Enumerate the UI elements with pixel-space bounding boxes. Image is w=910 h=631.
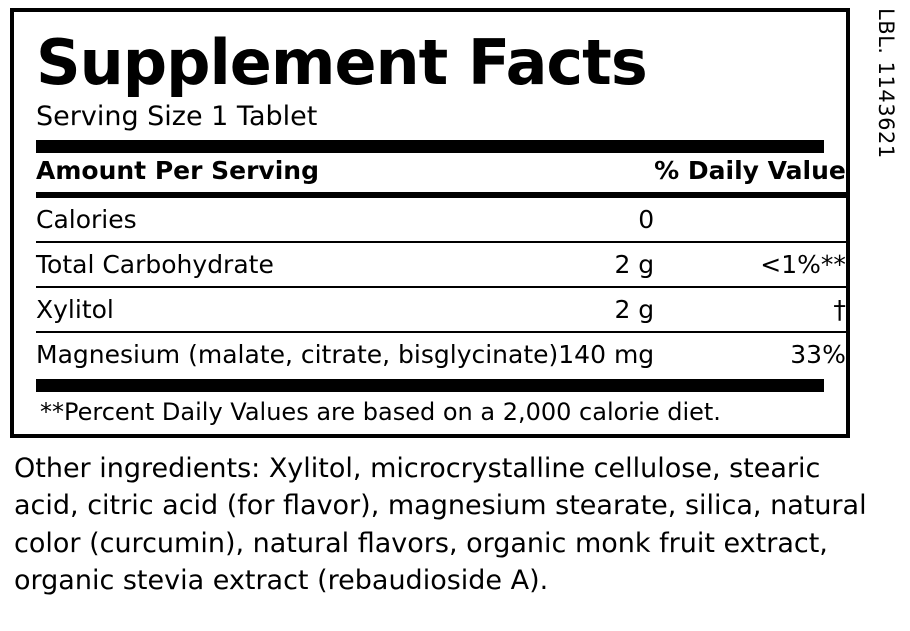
label-code <box>864 8 908 268</box>
header-underline-row <box>36 189 846 202</box>
row-name: Total Carbohydrate <box>36 250 274 280</box>
row-name: Calories <box>36 205 137 235</box>
row-amount: 2 g <box>614 250 655 280</box>
divider-medium <box>36 192 846 198</box>
row-divider-cell <box>36 328 846 337</box>
row-divider <box>36 283 846 292</box>
other-ingredients: Other ingredients: Xylitol, microcrystalline cellulose, stearic acid, citric acid (for flavor), magnesium stearate, silica, natural color (curcumin), natural flavors, organic monk fruit extract, organic stevia extract (rebaudioside A). <box>14 453 867 596</box>
supplement-facts-panel <box>10 8 850 438</box>
row-daily-value <box>654 202 846 238</box>
divider-thick-bottom <box>36 379 824 392</box>
divider-thin <box>36 331 846 333</box>
row-name: Magnesium (malate, citrate, bisglycinate) <box>36 340 559 370</box>
table-row <box>36 337 846 373</box>
header-underline-cell <box>36 189 846 202</box>
row-divider-cell <box>36 238 846 247</box>
row-daily-value: <1%** <box>760 250 846 280</box>
serving-size: Serving Size 1 Tablet <box>36 101 318 133</box>
table-row <box>36 247 846 283</box>
row-amount: 2 g <box>614 295 655 325</box>
row-daily-value: † <box>833 295 846 325</box>
label-code-text: LBL. 1143621 <box>874 8 898 159</box>
row-amount: 140 mg <box>558 340 655 370</box>
row-divider <box>36 328 846 337</box>
row-divider <box>36 238 846 247</box>
divider-thick-top <box>36 140 824 153</box>
header-daily-value: % Daily Value <box>654 156 846 186</box>
row-daily-value: 33% <box>790 340 846 370</box>
row-name: Xylitol <box>36 295 114 325</box>
row-divider-cell <box>36 283 846 292</box>
divider-thin <box>36 286 846 288</box>
table-row <box>36 202 846 238</box>
panel-title: Supplement Facts <box>36 26 647 99</box>
row-amount: 0 <box>638 205 655 235</box>
header-amount-per-serving: Amount Per Serving <box>36 156 319 186</box>
table-row <box>36 292 846 328</box>
header-spacer <box>558 153 654 189</box>
footnote: **Percent Daily Values are based on a 2,000 calorie diet. <box>40 398 721 427</box>
divider-thin <box>36 241 846 243</box>
nutrition-table <box>36 153 846 373</box>
table-header-row <box>36 153 846 189</box>
